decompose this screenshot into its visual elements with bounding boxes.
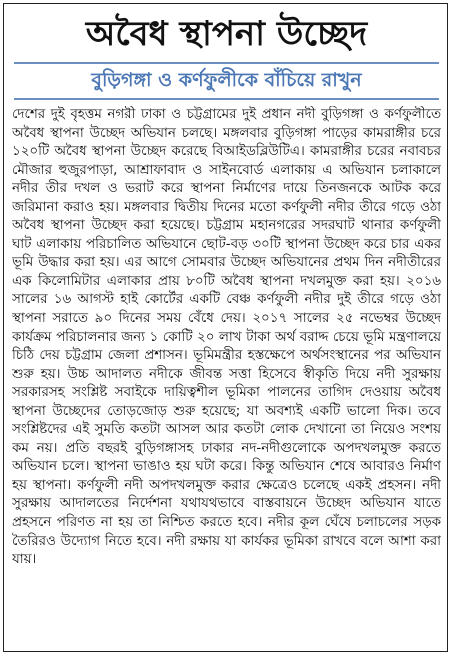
subheadline-bottom-rule (14, 98, 439, 100)
article-headline: অবৈধ স্থাপনা উচ্ছেদ (85, 14, 368, 54)
subheadline-top-rule (14, 62, 439, 64)
article-subheadline: বুড়িগঙ্গা ও কর্ণফুলীকে বাঁচিয়ে রাখুন (91, 69, 362, 91)
article-body: দেশের দুই বৃহত্তম নগরী ঢাকা ও চট্টগ্রামের দুই প্রধান নদী বুড়িগঙ্গা ও কর্ণফুলীতে অবৈধ স্থাপনা উচ্ছেদ অভিযান চলছে। মঙ্গলবার বুড়িগঙ্গা পাড়ের কামরাঙ্গীর চরে ১২০টি অবৈধ স্থাপনা উচ্ছেদ করেছে বিআইডব্লিউটিএ। কামরাঙ্গীর চরের নবাবচর মৌজার হুজুরপাড়া, আশ্রাফাবাদ ও সাইনবোর্ড এলাকায় এ অভিযান চলাকালে নদীর তীর দখল ও ভরাট করে স্থাপনা নির্মাণের দায়ে তিনজনকে আটক করে জরিমানা করাও হয়। মঙ্গলবার দ্বিতীয় দিনের মতো কর্ণফুলী নদীর তীরে গড়ে ওঠা অবৈধ স্থাপনা উচ্ছেদ করা হয়েছে। চট্টগ্রাম মহানগরের সদরঘাট থানার কর্ণফুলী ঘাট এলাকায় পরিচালিত অভিযানে ছোট-বড় ৩০টি স্থাপনা উচ্ছেদ করে চার একর ভূমি উদ্ধার করা হয়। এর আগে সোমবার উচ্ছেদ অভিযানের প্রথম দিন নদীতীরের এক কিলোমিটার এলাকার প্রায় ৮০টি অবৈধ স্থাপনা দখলমুক্ত করা হয়। ২০১৬ সালের ১৬ আগস্ট হাই কোর্টের একটি বেঞ্চ কর্ণফুলী নদীর দুই তীরে গড়ে ওঠা স্থাপনা সরাতে ৯০ দিনের সময় বেঁধে দেয়। ২০১৭ সালের ২৫ নভেম্বর উচ্ছেদ কার্যক্রম পরিচালনার জন্য ১ কোটি ২০ লাখ টাকা অর্থ বরাদ্দ চেয়ে ভূমি মন্ত্রণালয়ে চিঠি দেয় চট্টগ্রাম জেলা প্রশাসন। ভূমিমন্ত্রীর হস্তক্ষেপে অর্থসংস্থানের পর অভিযান শুরু হয়। উচ্চ আদালত নদীকে জীবন্ত সত্তা হিসেবে স্বীকৃতি দিয়ে নদী সুরক্ষায় সরকারসহ সংশ্লিষ্ট সবাইকে দায়িত্বশীল ভূমিকা পালনের তাগিদ দেওয়ায় অবৈধ স্থাপনা উচ্ছেদের তোড়জোড় শুরু হয়েছে; যা অবশ্যই একটি ভালো দিক। তবে সংশ্লিষ্টদের এই সুমতি কতটা আসল আর কতটা লোক দেখানো তা নিয়েও সংশয় কম নয়। প্রতি বছরই বুড়িগঙ্গাসহ ঢাকার নদ-নদীগুলোকে অপদখলমুক্ত করতে অভিযান চলে। স্থাপনা ভাঙাও হয় ঘটা করে। কিন্তু অভিযান শেষে আবারও নির্মাণ হয় স্থাপনা। কর্ণফুলী নদী অপদখলমুক্ত করার ক্ষেত্রেও চলেছে একই প্রহসন। নদী সুরক্ষায় আদালতের নির্দেশনা যথাযথভাবে বাস্তবায়নে উচ্ছেদ অভিযান যাতে প্রহসনে পরিণত না হয় তা নিশ্চিত করতে হবে। নদীর কূল ঘেঁষে চলাচলের সড়ক তৈরিরও উদ্যোগ নিতে হবে। নদী রক্ষায় যা কার্যকর ভূমিকা রাখবে বলে আশা করা যায়। (12, 107, 441, 568)
